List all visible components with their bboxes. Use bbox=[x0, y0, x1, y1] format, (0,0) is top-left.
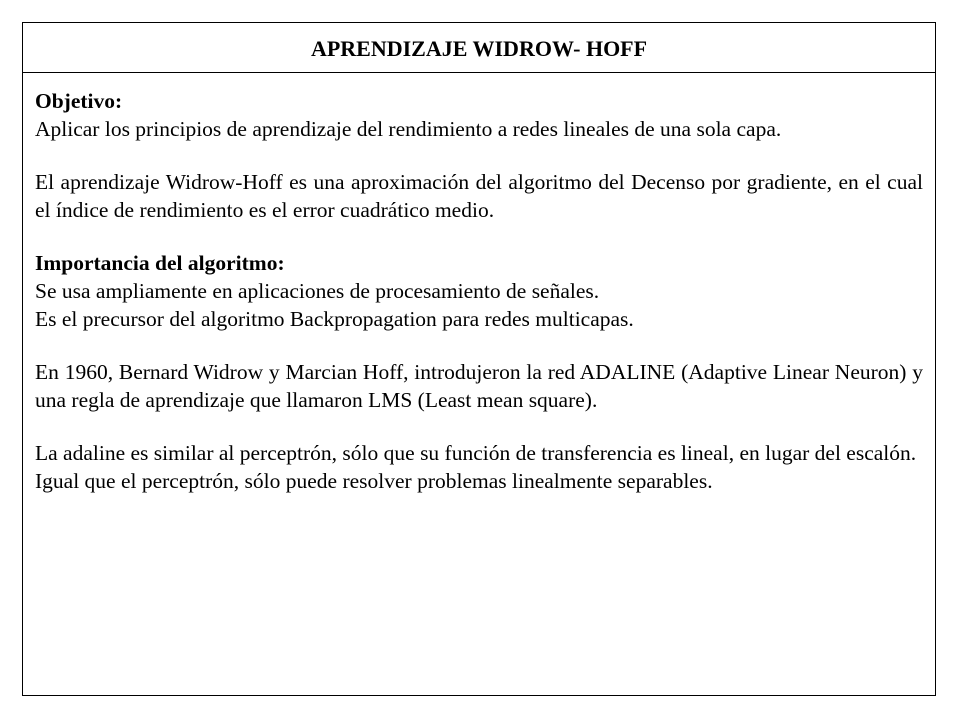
slide-body bbox=[23, 73, 935, 495]
objective-heading: Objetivo: bbox=[35, 89, 123, 113]
importance-heading: Importancia del algoritmo: bbox=[35, 251, 285, 275]
slide-title: APRENDIZAJE WIDROW- HOFF bbox=[23, 23, 935, 73]
adaline-paragraph: La adaline es similar al perceptrón, sólo que su función de transferencia es lineal, en lugar del escalón. bbox=[35, 441, 917, 465]
history-paragraph: En 1960, Bernard Widrow y Marcian Hoff, introdujeron la red ADALINE (Adaptive Linear Neuron) y una regla de aprendizaje que llamaron LMS (Least mean square). bbox=[35, 360, 923, 412]
importance-line-2: Es el precursor del algoritmo Backpropagation para redes multicapas. bbox=[35, 307, 634, 331]
spacer bbox=[35, 143, 923, 168]
objective-paragraph: Aplicar los principios de aprendizaje del rendimiento a redes lineales de una sola capa. bbox=[35, 117, 782, 141]
importance-line-1: Se usa ampliamente en aplicaciones de procesamiento de señales. bbox=[35, 279, 600, 303]
perceptron-paragraph: Igual que el perceptrón, sólo puede resolver problemas linealmente separables. bbox=[35, 469, 713, 493]
spacer bbox=[35, 224, 923, 249]
widrow-hoff-paragraph: El aprendizaje Widrow-Hoff es una aproximación del algoritmo del Decenso por gradiente, en el cual el índice de rendimiento es el error cuadrático medio. bbox=[35, 170, 923, 222]
slide-frame bbox=[22, 22, 936, 696]
spacer bbox=[35, 414, 923, 439]
spacer bbox=[35, 333, 923, 358]
